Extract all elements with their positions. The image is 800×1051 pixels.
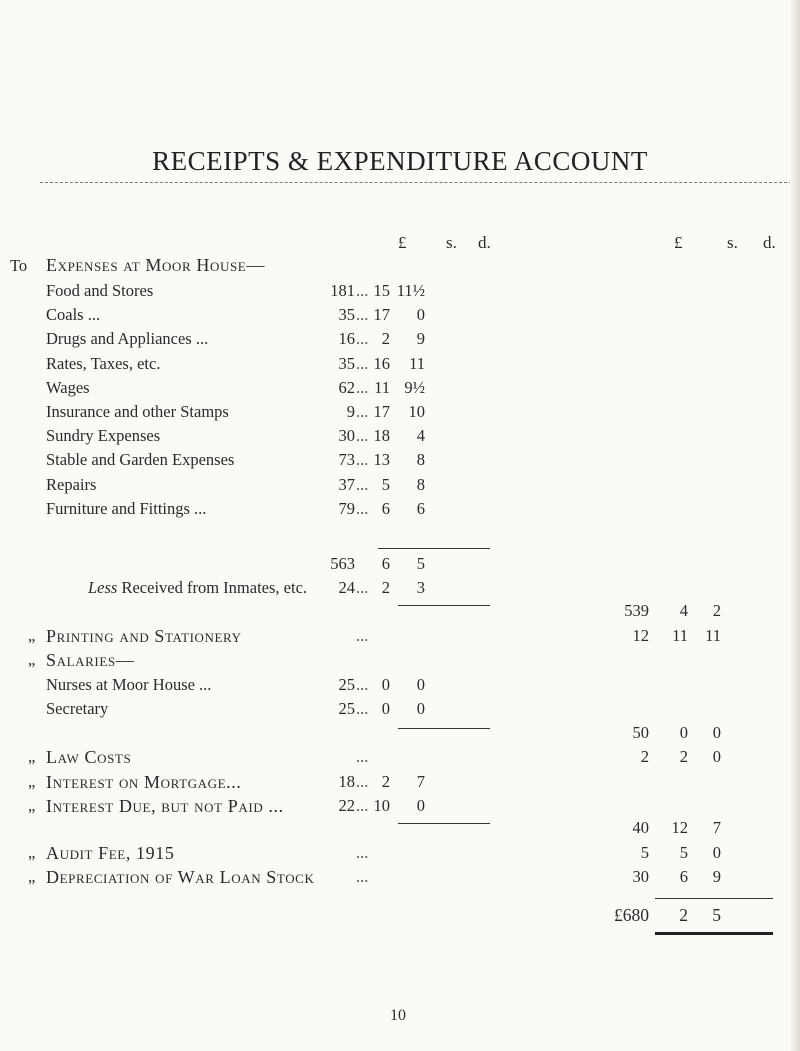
moor-house-item-row bbox=[0, 354, 800, 378]
moor-house-item-pence: 10 bbox=[408, 402, 425, 421]
subtotal-shillings: 6 bbox=[381, 554, 390, 573]
interest-due-label: Interest Due, but not Paid ... bbox=[46, 796, 284, 816]
interest-mortgage-row bbox=[0, 772, 800, 796]
moor-house-net-row bbox=[0, 601, 800, 625]
grand-total-double-rule bbox=[655, 932, 773, 935]
net-pounds: 539 bbox=[624, 601, 649, 620]
law-costs-shillings: 2 bbox=[679, 747, 688, 766]
moor-house-item-pence: 9 bbox=[416, 329, 425, 349]
printing-pence: 11 bbox=[705, 626, 721, 645]
salary-item-row bbox=[0, 699, 800, 723]
law-costs-label: Law Costs bbox=[46, 747, 132, 767]
salary-item-pounds: 25 bbox=[338, 675, 355, 694]
dot-leader: ... bbox=[356, 450, 369, 470]
moor-house-item-pence: 8 bbox=[416, 450, 425, 470]
interest-due-pounds: 22 bbox=[338, 796, 355, 815]
subtotal-rule bbox=[378, 548, 490, 549]
salary-item-shillings: 0 bbox=[381, 699, 390, 718]
audit-fee-pence: 0 bbox=[712, 843, 721, 862]
dot-leader: ... bbox=[356, 699, 369, 718]
printing-row bbox=[0, 626, 800, 650]
moor-house-item-pounds: 73 bbox=[338, 450, 355, 470]
moor-house-item-row bbox=[0, 281, 800, 305]
dot-leader: ... bbox=[356, 578, 369, 597]
moor-house-item-shillings: 17 bbox=[373, 402, 390, 421]
moor-house-item-shillings: 16 bbox=[373, 353, 390, 373]
moor-house-item-pence: 0 bbox=[416, 305, 425, 325]
moor-house-item-pounds: 79 bbox=[338, 498, 355, 518]
ditto-mark: „ bbox=[28, 650, 36, 669]
moor-house-item-pounds: 9 bbox=[346, 402, 355, 421]
interest-due-pence: 0 bbox=[416, 796, 425, 815]
moor-house-item-pence: 11½ bbox=[396, 281, 425, 300]
moor-house-item-row bbox=[0, 402, 800, 426]
interest-total-row bbox=[0, 818, 800, 842]
moor-house-item-row bbox=[0, 450, 800, 474]
less-received-label bbox=[88, 578, 307, 598]
subtotal-pounds: 563 bbox=[330, 554, 355, 573]
audit-fee-pounds: 5 bbox=[640, 843, 649, 862]
ditto-mark: „ bbox=[28, 747, 36, 766]
shillings-header-col1: s. bbox=[446, 233, 457, 252]
page-number: 10 bbox=[390, 1007, 406, 1024]
moor-house-item-label: Drugs and Appliances ... bbox=[46, 329, 209, 349]
moor-house-item-pence: 9½ bbox=[404, 377, 425, 397]
interest-due-row bbox=[0, 796, 800, 820]
salary-item-label: Secretary bbox=[46, 699, 109, 718]
net-pence: 2 bbox=[712, 601, 721, 620]
shillings-header-col2: s. bbox=[727, 233, 738, 252]
ditto-mark: „ bbox=[28, 867, 36, 886]
depreciation-pence: 9 bbox=[712, 867, 721, 886]
less-pence: 3 bbox=[416, 578, 425, 597]
interest-total-pence: 7 bbox=[712, 818, 721, 837]
salaries-heading-row bbox=[0, 650, 800, 674]
moor-house-item-pounds: 35 bbox=[338, 305, 355, 325]
dot-leader: ... bbox=[356, 772, 369, 791]
depreciation-row bbox=[0, 867, 800, 891]
moor-house-item-row bbox=[0, 378, 800, 402]
moor-house-item-pounds: 35 bbox=[338, 353, 355, 373]
mortgage-pounds: 18 bbox=[338, 772, 355, 791]
expenses-heading: Expenses at Moor House— bbox=[46, 255, 265, 275]
law-costs-row bbox=[0, 747, 800, 771]
moor-house-item-row bbox=[0, 329, 800, 353]
dot-leader: ... bbox=[356, 747, 369, 766]
less-shillings: 2 bbox=[381, 578, 390, 597]
moor-house-item-pence: 11 bbox=[409, 353, 425, 373]
dot-leader: ... bbox=[356, 402, 369, 421]
moor-house-item-pounds: 16 bbox=[338, 329, 355, 349]
dot-leader: ... bbox=[356, 498, 369, 518]
moor-house-item-label: Rates, Taxes, etc. bbox=[46, 353, 161, 373]
moor-house-item-shillings: 11 bbox=[374, 377, 390, 397]
salary-item-pence: 0 bbox=[416, 675, 425, 694]
interest-total-pounds: 40 bbox=[632, 818, 649, 837]
moor-house-item-label: Food and Stores bbox=[46, 281, 154, 300]
moor-house-item-shillings: 6 bbox=[381, 498, 390, 518]
moor-house-item-label: Wages bbox=[46, 377, 90, 397]
moor-house-item-shillings: 18 bbox=[373, 426, 390, 446]
dot-leader: ... bbox=[356, 426, 369, 446]
moor-house-item-row bbox=[0, 426, 800, 450]
printing-shillings: 11 bbox=[672, 626, 688, 645]
moor-house-item-label: Coals ... bbox=[46, 305, 101, 325]
moor-house-item-label: Furniture and Fittings ... bbox=[46, 498, 207, 518]
moor-house-item-shillings: 17 bbox=[373, 305, 390, 325]
dot-leader: ... bbox=[356, 281, 369, 300]
depreciation-shillings: 6 bbox=[679, 867, 688, 886]
less-italic: Less bbox=[88, 578, 118, 597]
moor-house-item-row bbox=[0, 499, 800, 523]
less-received-row bbox=[0, 578, 800, 602]
ditto-mark: „ bbox=[28, 626, 36, 645]
pounds-header-col1: £ bbox=[398, 233, 407, 252]
grand-total-top-rule bbox=[655, 898, 773, 899]
salary-item-row bbox=[0, 675, 800, 699]
grand-total-row bbox=[0, 905, 800, 929]
pounds-header-col2: £ bbox=[674, 233, 683, 252]
ditto-mark: „ bbox=[28, 796, 36, 815]
law-costs-pounds: 2 bbox=[640, 747, 649, 766]
ditto-mark: „ bbox=[28, 772, 36, 791]
dot-leader: ... bbox=[356, 305, 369, 325]
less-received-text: Received from Inmates, etc. bbox=[121, 578, 308, 597]
moor-house-item-shillings: 13 bbox=[373, 450, 390, 470]
dot-leader: ... bbox=[356, 843, 369, 862]
moor-house-item-pence: 6 bbox=[416, 498, 425, 518]
salaries-total-row bbox=[0, 723, 800, 747]
moor-house-item-row bbox=[0, 305, 800, 329]
subtotal-pence: 5 bbox=[416, 554, 425, 573]
dot-leader: ... bbox=[356, 867, 369, 886]
pence-header-col2: d. bbox=[763, 233, 776, 252]
grand-total-pounds: £680 bbox=[614, 905, 649, 925]
mortgage-pence: 7 bbox=[416, 772, 425, 791]
moor-house-item-label: Insurance and other Stamps bbox=[46, 402, 229, 421]
moor-house-item-pounds: 181 bbox=[330, 281, 355, 300]
dot-leader: ... bbox=[356, 796, 369, 815]
dot-leader: ... bbox=[356, 675, 369, 694]
moor-house-item-pounds: 37 bbox=[338, 474, 355, 494]
ditto-mark: „ bbox=[28, 843, 36, 862]
title-divider bbox=[40, 182, 792, 183]
grand-total-shillings: 2 bbox=[679, 905, 688, 925]
moor-house-item-pence: 4 bbox=[416, 426, 425, 446]
dot-leader: ... bbox=[356, 474, 369, 494]
law-costs-pence: 0 bbox=[712, 747, 721, 766]
net-shillings: 4 bbox=[679, 601, 688, 620]
interest-mortgage-label: Interest on Mortgage... bbox=[46, 772, 242, 792]
audit-fee-shillings: 5 bbox=[679, 843, 688, 862]
salary-item-label: Nurses at Moor House ... bbox=[46, 675, 212, 694]
interest-total-shillings: 12 bbox=[671, 818, 688, 837]
salaries-total-pence: 0 bbox=[712, 723, 721, 742]
mortgage-shillings: 2 bbox=[381, 772, 390, 791]
dot-leader: ... bbox=[356, 377, 369, 397]
salaries-heading: Salaries— bbox=[46, 650, 135, 670]
moor-house-subtotal-row bbox=[0, 554, 800, 578]
moor-house-item-label: Sundry Expenses bbox=[46, 426, 161, 446]
interest-due-shillings: 10 bbox=[373, 796, 390, 815]
moor-house-item-shillings: 15 bbox=[373, 281, 390, 300]
less-pounds: 24 bbox=[338, 578, 355, 597]
printing-pounds: 12 bbox=[632, 626, 649, 645]
salary-item-shillings: 0 bbox=[381, 675, 390, 694]
depreciation-label: Depreciation of War Loan Stock bbox=[46, 867, 315, 887]
salary-item-pence: 0 bbox=[416, 699, 425, 718]
moor-house-item-label: Repairs bbox=[46, 474, 97, 494]
dot-leader: ... bbox=[356, 329, 369, 349]
to-label: To bbox=[10, 256, 28, 275]
salaries-total-shillings: 0 bbox=[679, 723, 688, 742]
moor-house-item-pounds: 62 bbox=[338, 377, 355, 397]
salaries-total-pounds: 50 bbox=[632, 723, 649, 742]
moor-house-item-shillings: 2 bbox=[381, 329, 390, 349]
pence-header-col1: d. bbox=[478, 233, 491, 252]
salary-item-pounds: 25 bbox=[338, 699, 355, 718]
page-edge-shadow bbox=[790, 0, 800, 1051]
page-title: RECEIPTS & EXPENDITURE ACCOUNT bbox=[152, 146, 648, 176]
moor-house-item-label: Stable and Garden Expenses bbox=[46, 450, 235, 470]
moor-house-item-pence: 8 bbox=[416, 474, 425, 494]
dot-leader: ... bbox=[356, 626, 369, 645]
moor-house-item-pounds: 30 bbox=[338, 426, 355, 446]
audit-fee-label: Audit Fee, 1915 bbox=[46, 843, 175, 863]
expenses-heading-row bbox=[0, 256, 800, 280]
depreciation-pounds: 30 bbox=[632, 867, 649, 886]
printing-label: Printing and Stationery bbox=[46, 626, 242, 646]
grand-total-pence: 5 bbox=[712, 905, 721, 925]
moor-house-item-row bbox=[0, 475, 800, 499]
audit-fee-row bbox=[0, 843, 800, 867]
dot-leader: ... bbox=[356, 353, 369, 373]
moor-house-item-shillings: 5 bbox=[381, 474, 390, 494]
